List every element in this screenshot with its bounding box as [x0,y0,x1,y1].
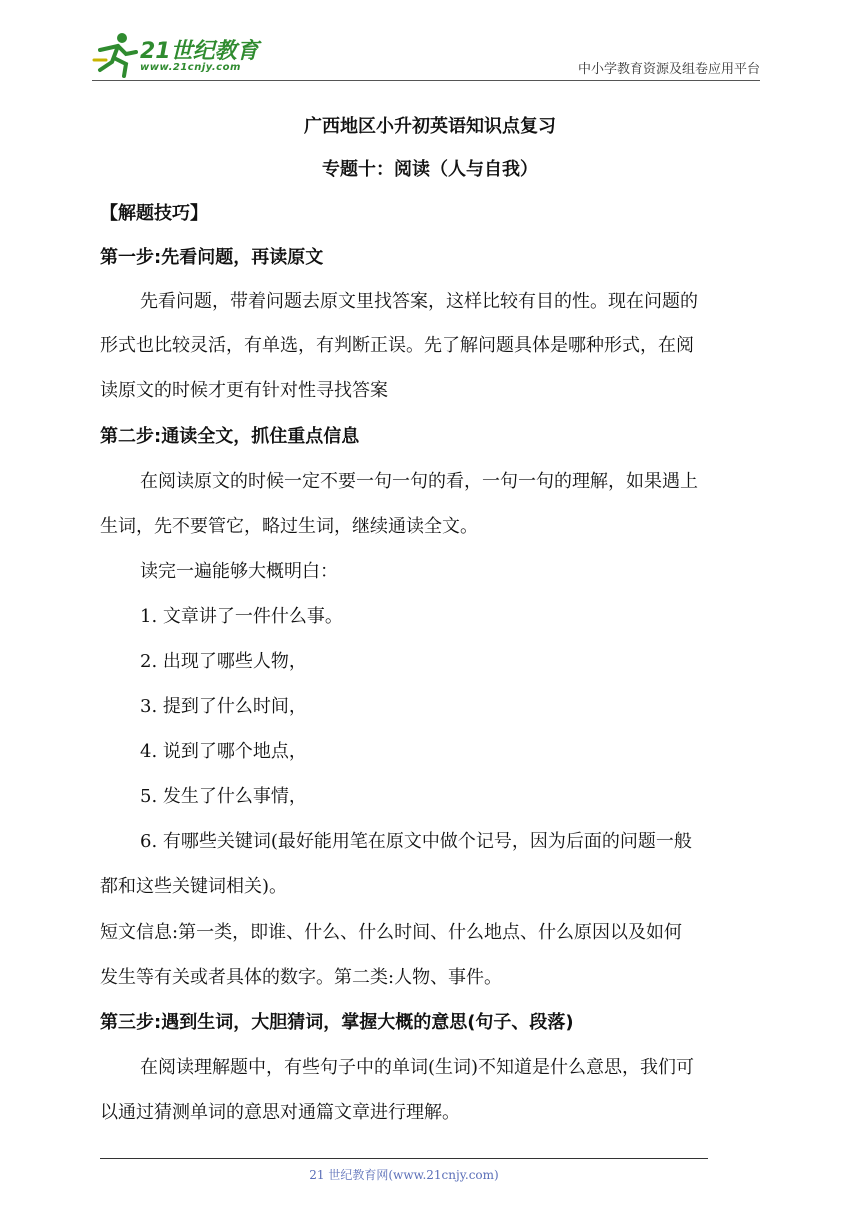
info-line-2: 发生等有关或者具体的数字。第二类:人物、事件。 [100,967,503,988]
step3-line-1: 在阅读理解题中，有些句子中的单词(生词)不知道是什么意思，我们可 [140,1057,695,1078]
logo-url: www.21cnjy.com [140,62,241,73]
header-divider [92,80,760,81]
platform-label: 中小学教育资源及组卷应用平台 [577,62,760,77]
after-reading-text: 读完一遍能够大概明白： [140,561,338,582]
document-subtitle: 专题十：阅读（人与自我） [322,159,538,180]
step2-line-1: 在阅读原文的时候一定不要一句一句的看，一句一句的理解，如果遇上 [140,471,698,492]
page-header [92,28,760,80]
document-title: 广西地区小升初英语知识点复习 [304,116,556,137]
runner-logo-icon [92,30,140,78]
step1-line-3: 读原文的时候才更有针对性寻找答案 [100,380,388,401]
footer-divider [100,1158,708,1159]
step1-line-1: 先看问题，带着问题去原文里找答案，这样比较有目的性。现在问题的 [140,291,698,312]
list-item: 1. 文章讲了一件什么事。 [140,606,343,627]
logo [92,30,262,78]
step3-line-2: 以通过猜测单词的意思对通篇文章进行理解。 [100,1102,460,1123]
list-item: 3. 提到了什么时间， [140,696,307,717]
info-line-1: 短文信息:第一类，即谁、什么、什么时间、什么地点、什么原因以及如何 [100,922,683,943]
section-heading: 【解题技巧】 [100,203,208,224]
step1-line-2: 形式也比较灵活，有单选，有判断正误。先了解问题具体是哪种形式，在阅 [100,335,694,356]
footer-text: 21 世纪教育网(www.21cnjy.com) [309,1168,499,1182]
step2-line-2: 生词，先不要管它，略过生词，继续通读全文。 [100,516,478,537]
list-item-continuation: 都和这些关键词相关)。 [100,876,288,897]
logo-text: 21世纪教育 [140,39,259,64]
list-item: 5. 发生了什么事情， [140,786,307,807]
list-item: 4. 说到了哪个地点， [140,741,307,762]
list-item: 2. 出现了哪些人物， [140,651,307,672]
step3-heading: 第三步:遇到生词，大胆猜词，掌握大概的意思(句子、段落) [100,1012,574,1033]
step2-heading: 第二步:通读全文，抓住重点信息 [100,426,360,447]
step1-heading: 第一步:先看问题，再读原文 [100,247,324,268]
list-item: 6. 有哪些关键词(最好能用笔在原文中做个记号，因为后面的问题一般 [140,831,692,852]
